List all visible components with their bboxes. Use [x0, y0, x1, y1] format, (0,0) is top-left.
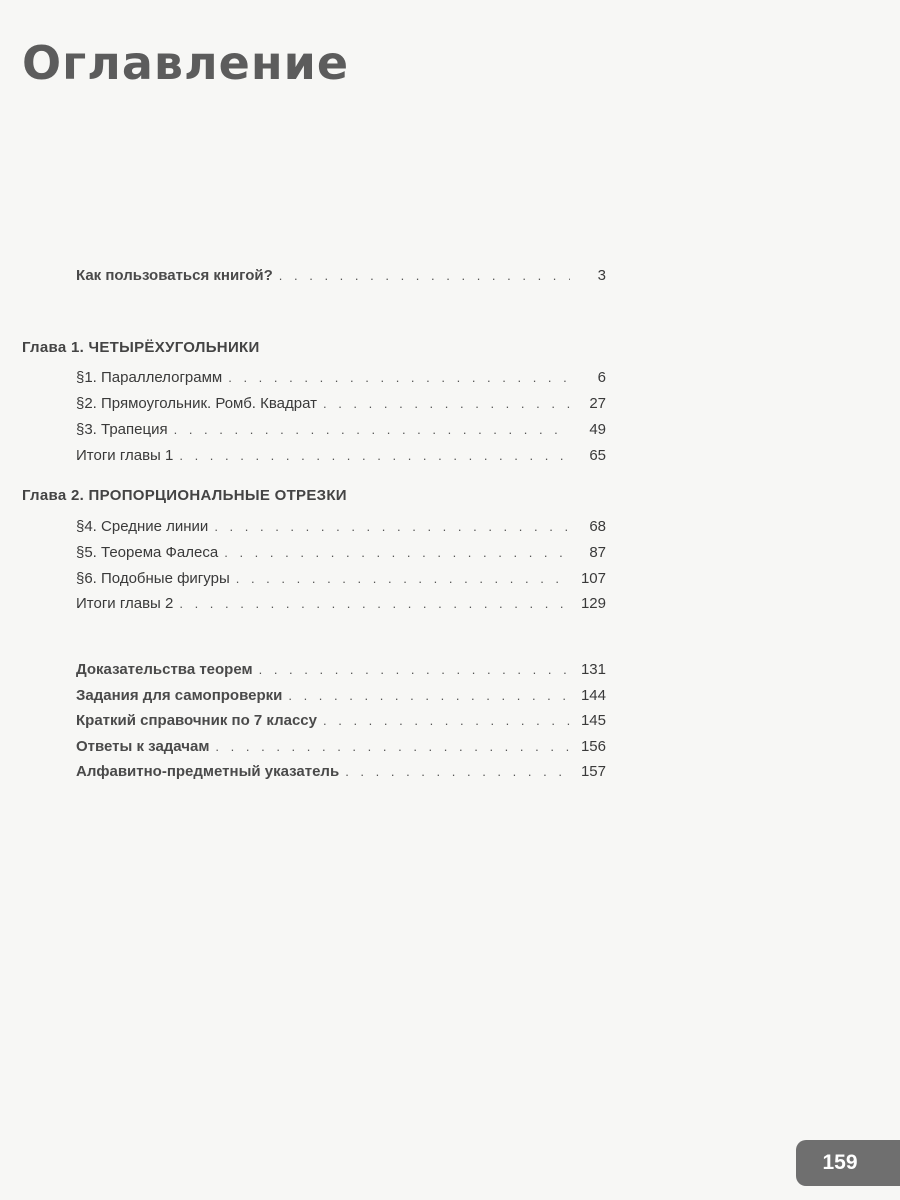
toc-entry[interactable] [76, 517, 606, 537]
dot-leader [179, 594, 570, 614]
dot-leader [288, 686, 570, 706]
toc-entry-page: 145 [580, 712, 606, 729]
toc-entry-page: 65 [589, 447, 606, 464]
dot-leader [215, 737, 570, 757]
dot-leader [179, 446, 570, 466]
toc-entry-label: Ответы к задачам [76, 738, 210, 755]
toc-entry-page: 107 [580, 570, 606, 587]
dot-leader [259, 660, 570, 680]
toc-entry[interactable] [76, 420, 606, 440]
dot-leader [279, 266, 570, 286]
dot-leader [228, 368, 570, 388]
toc-entry-page: 157 [580, 763, 606, 780]
page-number-badge: 159 [796, 1140, 900, 1186]
toc-entry-label: Доказательства теорем [76, 661, 253, 678]
toc-entry-appendix[interactable] [76, 737, 606, 757]
toc-entry-label: Задания для самопроверки [76, 687, 283, 704]
page-title: Оглавление [22, 36, 350, 90]
toc-entry-page: 129 [580, 595, 606, 612]
chapter-heading-2: Глава 2. ПРОПОРЦИОНАЛЬНЫЕ ОТРЕЗКИ [22, 487, 347, 504]
toc-entry[interactable] [76, 446, 606, 466]
toc-entry-label: Итоги главы 2 [76, 595, 174, 612]
toc-entry-label: §1. Параллелограмм [76, 369, 223, 386]
toc-entry-appendix[interactable] [76, 686, 606, 706]
toc-entry-appendix[interactable] [76, 762, 606, 782]
toc-entry-label: Алфавитно-предметный указатель [76, 763, 340, 780]
toc-entry-label: §3. Трапеция [76, 421, 168, 438]
toc-entry-page: 6 [597, 369, 606, 386]
dot-leader [345, 762, 570, 782]
toc-entry-label: §4. Средние линии [76, 518, 209, 535]
toc-entry[interactable] [76, 368, 606, 388]
dot-leader [214, 517, 570, 537]
toc-entry[interactable] [76, 543, 606, 563]
toc-entry-label: §6. Подобные фигуры [76, 570, 230, 587]
dot-leader [174, 420, 570, 440]
toc-entry-label: §2. Прямоугольник. Ромб. Квадрат [76, 395, 317, 412]
toc-entry[interactable] [76, 569, 606, 589]
toc-entry[interactable] [76, 394, 606, 414]
toc-entry-page: 131 [580, 661, 606, 678]
dot-leader [323, 711, 570, 731]
dot-leader [236, 569, 570, 589]
toc-entry-page: 49 [589, 421, 606, 438]
toc-entry-appendix[interactable] [76, 711, 606, 731]
toc-entry-label: §5. Теорема Фалеса [76, 544, 219, 561]
toc-entry-intro[interactable] [76, 266, 606, 286]
toc-entry-page: 156 [580, 738, 606, 755]
toc-entry[interactable] [76, 594, 606, 614]
dot-leader [323, 394, 570, 414]
chapter-heading-1: Глава 1. ЧЕТЫРЁХУГОЛЬНИКИ [22, 339, 260, 356]
toc-entry-page: 144 [580, 687, 606, 704]
toc-entry-page: 3 [597, 267, 606, 284]
toc-entry-page: 27 [589, 395, 606, 412]
toc-entry-appendix[interactable] [76, 660, 606, 680]
toc-entry-page: 87 [589, 544, 606, 561]
toc-entry-page: 68 [589, 518, 606, 535]
toc-entry-label: Как пользоваться книгой? [76, 267, 273, 284]
toc-entry-label: Краткий справочник по 7 классу [76, 712, 317, 729]
toc-entry-label: Итоги главы 1 [76, 447, 174, 464]
dot-leader [224, 543, 570, 563]
